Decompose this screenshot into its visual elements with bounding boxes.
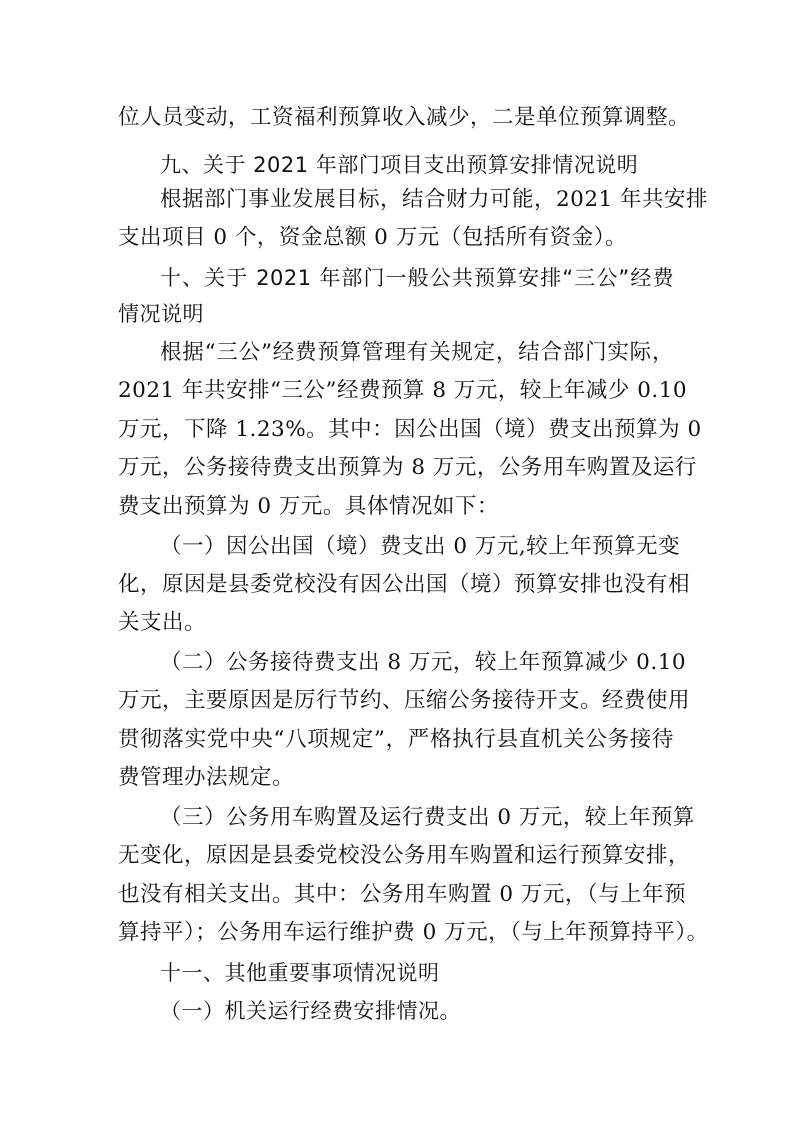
paragraph-line: （三）公务用车购置及运行费支出 0 万元，较上年预算 [160, 805, 695, 830]
paragraph-line: （二）公务接待费支出 8 万元，较上年预算减少 0.10 [160, 650, 687, 675]
paragraph-line: 也没有相关支出。其中：公务用车购置 0 万元，（与上年预 [118, 882, 687, 907]
paragraph-line: 2021 年共安排“三公”经费预算 8 万元，较上年减少 0.10 [118, 378, 688, 403]
paragraph-line: 万元，下降 1.23%。其中：因公出国（境）费支出预算为 0 [118, 417, 702, 442]
section-heading-10-cont: 情况说明 [118, 302, 204, 326]
paragraph-line: 贯彻落实党中央“八项规定”，严格执行县直机关公务接待 [118, 727, 674, 752]
section-heading-11: 十一、其他重要事项情况说明 [160, 961, 440, 985]
paragraph-line: 根据“三公”经费预算管理有关规定，结合部门实际， [160, 340, 674, 365]
paragraph-line: 根据部门事业发展目标，结合财力可能，2021 年共安排 [160, 187, 709, 212]
paragraph-line: 位人员变动，工资福利预算收入减少，二是单位预算调整。 [118, 105, 691, 130]
paragraph-line: 费管理办法规定。 [118, 765, 295, 790]
paragraph-line: 无变化，原因是县委党校没公务用车购置和运行预算安排， [118, 843, 691, 868]
paragraph-line: 算持平）；公务用车运行维护费 0 万元，（与上年预算持平）。 [118, 920, 709, 945]
section-heading-9: 九、关于 2021 年部门项目支出预算安排情况说明 [160, 153, 639, 177]
paragraph-line: 关支出。 [118, 610, 207, 635]
paragraph-line: 支出项目 0 个，资金总额 0 万元（包括所有资金）。 [118, 225, 627, 250]
paragraph-line: 费支出预算为 0 万元。具体情况如下： [118, 494, 499, 519]
subsection-heading: （一）机关运行经费安排情况。 [160, 999, 461, 1023]
section-heading-10: 十、关于 2021 年部门一般公共预算安排“三公”经费 [160, 266, 674, 290]
paragraph-line: 化，原因是县委党校没有因公出国（境）预算安排也没有相 [118, 572, 691, 597]
paragraph-line: （一）因公出国（境）费支出 0 万元,较上年预算无变 [160, 534, 681, 559]
paragraph-line: 万元，公务接待费支出预算为 8 万元，公务用车购置及运行 [118, 455, 697, 480]
paragraph-line: 万元，主要原因是厉行节约、压缩公务接待开支。经费使用 [118, 688, 691, 713]
